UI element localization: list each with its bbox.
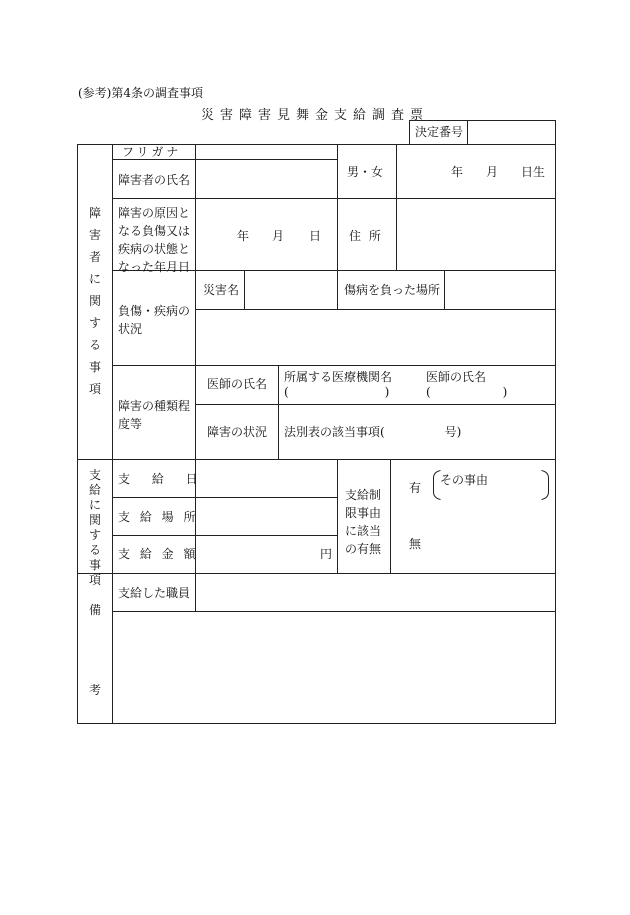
paying-staff-label: 支給した職員 [118, 586, 191, 600]
appendix-item-text: 法別表の該当事項( 号) [284, 425, 462, 439]
birth-day-label: 日生 [521, 165, 546, 179]
injury-place-label: 傷病を負った場所 [344, 283, 441, 297]
section-payment-label: 支 給 に 関 す る 事 項 [88, 468, 101, 587]
restriction-label: 支給制限事由に該当の有無 [345, 488, 382, 556]
section-disabled-person-label: 障 害 者 に 関 す る 事 項 [88, 206, 101, 396]
form-title: 災害障害見舞金支給調査票 [200, 108, 429, 123]
disaster-name-label: 災害名 [203, 283, 240, 297]
reference-note: (参考)第4条の調査事項 [78, 86, 203, 100]
payment-place-label: 支 給 場 所 [118, 510, 199, 524]
cause-day-label: 日 [309, 229, 322, 243]
doctor-name-label-2: 医師の氏名 [426, 370, 487, 384]
decision-number-label: 決定番号 [415, 125, 464, 139]
yen-label: 円 [320, 547, 333, 561]
cause-month-label: 月 [272, 229, 285, 243]
birth-year-label: 年 [451, 165, 464, 179]
disability-type-label: 障害の種類程度等 [118, 399, 191, 431]
payment-amount-label: 支 給 金 額 [118, 547, 199, 561]
birth-month-label: 月 [486, 165, 499, 179]
sex-label: 男・女 [347, 165, 384, 179]
medical-institution-paren: ( ) [284, 385, 390, 399]
cause-date-label: 障害の原因となる負傷又は疾病の状態となった年月日 [118, 206, 191, 274]
remarks-label-top: 備 [89, 603, 102, 617]
furigana-label: フリガナ [122, 145, 182, 159]
injury-status-label: 負傷・疾病の状況 [118, 304, 191, 336]
doctor-name-paren: ( ) [426, 385, 508, 399]
restriction-no: 無 [409, 537, 422, 551]
remarks-label-bottom: 考 [89, 683, 102, 697]
address-label: 住 所 [349, 229, 383, 243]
medical-institution-label: 所属する医療機関名 [284, 370, 393, 384]
payment-date-label: 支 給 日 [118, 472, 207, 486]
restriction-yes: 有 [409, 481, 422, 495]
restriction-reason-label: その事由 [440, 473, 489, 487]
person-name-label: 障害者の氏名 [118, 173, 191, 187]
cause-year-label: 年 [237, 229, 250, 243]
disability-condition-label: 障害の状況 [207, 425, 268, 439]
doctor-name-label: 医師の氏名 [207, 377, 268, 391]
